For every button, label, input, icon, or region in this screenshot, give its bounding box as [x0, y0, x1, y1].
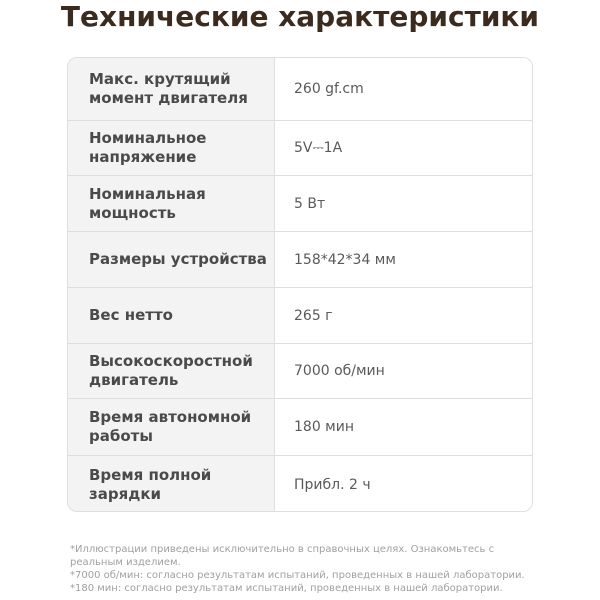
- spec-value-cell: [275, 399, 532, 455]
- spec-value: 7000 об/мин: [294, 363, 385, 379]
- footnote-illustrations: *Иллюстрации приведены исключительно в справочных целях. Ознакомьтесь с реальным изделием.: [70, 544, 495, 568]
- spec-value-cell: [275, 456, 532, 512]
- spec-row-charge-time: [68, 456, 532, 512]
- spec-value: 5 Вт: [294, 195, 326, 212]
- spec-value-cell: [275, 58, 532, 120]
- spec-label-cell: [68, 399, 275, 455]
- spec-label: Вес нетто: [89, 306, 173, 324]
- spec-row-rated-power: [68, 176, 532, 232]
- spec-value: 260 gf.cm: [294, 81, 364, 97]
- spec-label-cell: [68, 456, 275, 512]
- spec-value-cell: [275, 232, 532, 287]
- spec-row-rated-voltage: [68, 121, 532, 176]
- spec-label: Высокоскоростной двигатель: [89, 352, 253, 389]
- spec-value: 158*42*34 мм: [294, 251, 396, 268]
- spec-label: Время автономной работы: [89, 408, 252, 445]
- spec-label: Номинальное напряжение: [89, 129, 207, 166]
- page-title: Технические характеристики: [60, 0, 540, 33]
- spec-row-motor-torque: [68, 58, 532, 121]
- spec-value: 180 мин: [294, 419, 354, 435]
- spec-value-cell: [275, 121, 532, 175]
- spec-value: 265 г: [294, 307, 333, 324]
- footnote-battery-life: *180 мин: согласно результатам испытаний, проведенных в нашей лаборатории.: [70, 583, 503, 594]
- spec-label: Макс. крутящий момент двигателя: [89, 70, 248, 107]
- spec-label: Время полной зарядки: [89, 465, 212, 503]
- spec-row-battery-life: [68, 399, 532, 456]
- spec-value-cell: [275, 288, 532, 343]
- spec-label-cell: [68, 176, 275, 231]
- spec-label-cell: [68, 288, 275, 343]
- spec-table: [67, 57, 533, 512]
- footnotes: [70, 543, 540, 595]
- footnote-motor-speed: *7000 об/мин: согласно результатам испытаний, проведенных в нашей лаборатории.: [70, 570, 525, 581]
- spec-row-net-weight: [68, 288, 532, 344]
- spec-row-motor-speed: [68, 344, 532, 399]
- spec-label-cell: [68, 232, 275, 287]
- spec-value: Прибл. 2 ч: [294, 476, 371, 493]
- spec-value-cell: [275, 176, 532, 231]
- spec-row-dimensions: [68, 232, 532, 288]
- spec-value-cell: [275, 344, 532, 398]
- spec-label: Размеры устройства: [89, 250, 267, 268]
- spec-label-cell: [68, 58, 275, 120]
- spec-label: Номинальная мощность: [89, 184, 206, 222]
- spec-label-cell: [68, 344, 275, 398]
- spec-label-cell: [68, 121, 275, 175]
- spec-value: 5V⎓1A: [294, 140, 343, 156]
